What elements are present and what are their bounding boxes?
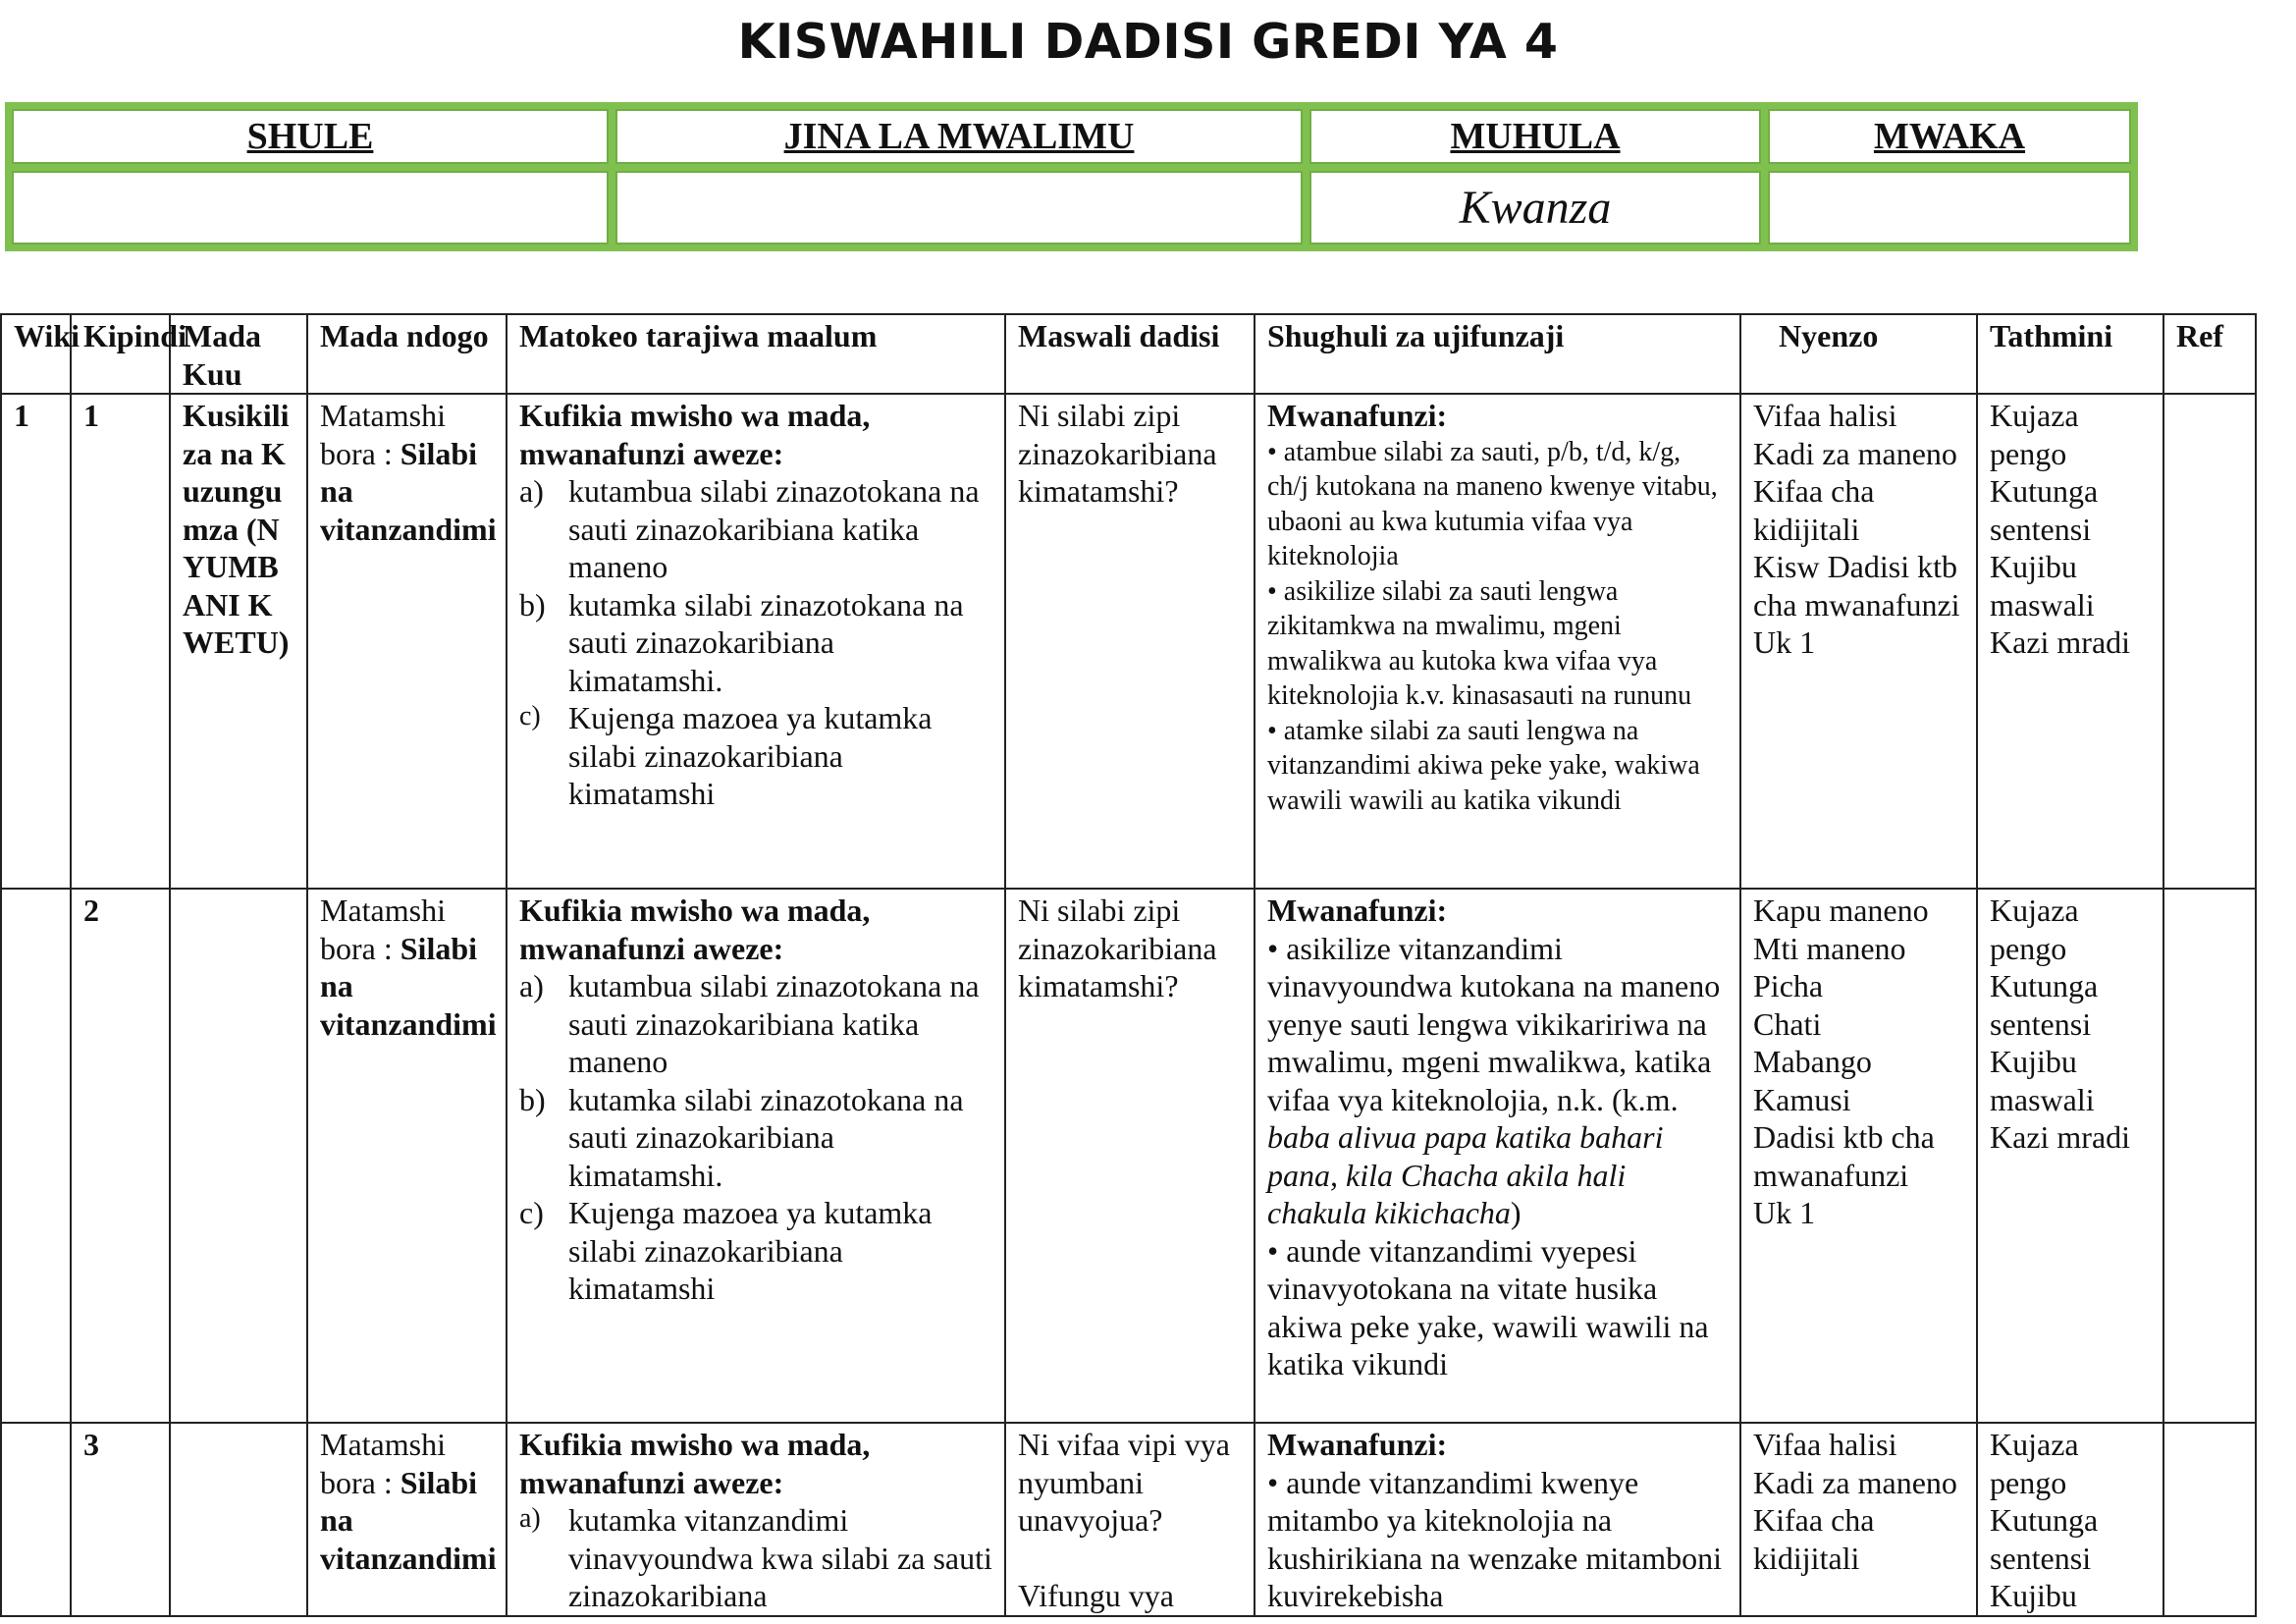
mada-kuu-text: Kusikiliza na Kuzungumza (NYUMBANI KWETU): [183, 398, 290, 660]
nyenzo-item: Kadi za maneno: [1753, 435, 1957, 471]
list-text: kutamka vitanzandimi vinavyoundwa kwa silabi za sauti zinazokaribiana: [568, 1502, 992, 1613]
list-text: Kujenga mazoea ya kutamka silabi zinazokaribiana kimatamshi: [568, 700, 933, 811]
scheme-of-work-table: [0, 313, 2257, 1617]
school-info-table: [5, 102, 2138, 251]
list-marker: c): [519, 1195, 544, 1230]
list-marker: b): [519, 586, 546, 623]
cell-maswali: Ni silabi zipi zinazokaribiana kimatamshi?: [1005, 889, 1255, 1423]
header-muhula: MUHULA: [1309, 109, 1761, 164]
cell-maswali: Ni silabi zipi zinazokaribiana kimatamshi?: [1005, 394, 1255, 889]
table-row: [1, 889, 2256, 1423]
nyenzo-item: Kifaa cha kidijitali: [1753, 473, 1875, 547]
table-row: [1, 394, 2256, 889]
matokeo-list: [519, 967, 992, 1308]
cell-ref: [2163, 889, 2256, 1423]
shughuli-item: • aunde vitanzandimi kwenye mitambo ya kiteknolojia na kushirikiana na wenzake mitamboni kuvirekebisha: [1267, 1464, 1722, 1613]
col-header-mada-kuu: Mada Kuu: [170, 314, 307, 394]
col-header-kipindi: Kipindi: [71, 314, 170, 394]
nyenzo-item: Kisw Dadisi ktb cha mwanafunzi: [1753, 549, 1960, 623]
tathmini-item: Kujibu: [1990, 1578, 2077, 1613]
tathmini-item: Kujaza pengo: [1990, 893, 2079, 966]
list-text: kutambua silabi zinazotokana na sauti zinazokaribiana katika maneno: [568, 968, 980, 1079]
shughuli-item: • asikilize silabi za sauti lengwa zikitamkwa na mwalimu, mgeni mwalikwa au kutoka kwa vifaa vya kiteknolojia k.v. kinasasauti na rununu: [1267, 575, 1692, 711]
nyenzo-item: Chati: [1753, 1005, 1822, 1042]
nyenzo-item: Mabango: [1753, 1044, 1872, 1079]
mada-ndogo-prefix: Matamshi bora :: [320, 1427, 446, 1500]
list-text: kutamka silabi zinazotokana na sauti zinazokaribiana kimatamshi.: [568, 586, 964, 698]
mada-ndogo-topic: Silabi na vitanzandimi: [320, 930, 497, 1042]
list-item: [519, 1194, 992, 1308]
cell-ref: [2163, 394, 2256, 889]
maswali-text: Vifungu vya: [1018, 1577, 1174, 1613]
cell-shughuli: [1255, 889, 1740, 1423]
shughuli-text-end: ): [1510, 1195, 1522, 1230]
cell-wiki: 1: [1, 394, 71, 889]
header-mwaka: MWAKA: [1768, 109, 2131, 164]
tathmini-item: Kujibu maswali: [1990, 549, 2095, 623]
list-text: kutambua silabi zinazotokana na sauti zinazokaribiana katika maneno: [568, 473, 980, 584]
matokeo-intro: Kufikia mwisho wa mada, mwanafunzi aweze:: [519, 1427, 871, 1500]
col-header-maswali: Maswali dadisi: [1005, 314, 1255, 394]
tathmini-item: Kutunga sentensi: [1990, 473, 2099, 547]
col-header-tathmini: Tathmini: [1977, 314, 2163, 394]
nyenzo-item: Mti maneno: [1753, 930, 1906, 966]
list-item: [519, 1081, 992, 1195]
mada-ndogo-topic: Silabi na vitanzandimi: [320, 435, 497, 547]
cell-shughuli: [1255, 1423, 1740, 1616]
shughuli-head: Mwanafunzi:: [1267, 398, 1448, 433]
value-muhula[interactable]: Kwanza: [1309, 171, 1761, 244]
shughuli-item: • aunde vitanzandimi vyepesi vinavyotokana na vitate husika akiwa peke yake, wawili wawili na katika vikundi: [1267, 1232, 1709, 1381]
matokeo-list: [519, 472, 992, 813]
cell-tathmini: [1977, 394, 2163, 889]
cell-mada-ndogo: [307, 1423, 507, 1616]
table-row: [1, 1423, 2256, 1616]
shughuli-head: Mwanafunzi:: [1267, 1427, 1448, 1462]
nyenzo-item: Kifaa cha kidijitali: [1753, 1502, 1875, 1576]
nyenzo-item: Vifaa halisi: [1753, 1427, 1897, 1462]
list-marker: c): [519, 701, 541, 731]
cell-nyenzo: [1740, 889, 1977, 1423]
cell-wiki: [1, 889, 71, 1423]
list-item: [519, 472, 992, 586]
shughuli-item: [1267, 930, 1728, 1232]
col-header-wiki: Wiki: [1, 314, 71, 394]
shughuli-text: • asikilize vitanzandimi vinavyoundwa kutokana na maneno yenye sauti lengwa vikikaririwa na mwalimu, mgeni mwalikwa, katika vifaa vya kiteknolojia, n.k. (k.m.: [1267, 930, 1721, 1117]
tathmini-item: Kutunga sentensi: [1990, 968, 2099, 1042]
cell-mada-ndogo: [307, 394, 507, 889]
list-item: [519, 1501, 992, 1615]
cell-tathmini: [1977, 889, 2163, 1423]
list-marker: b): [519, 1081, 546, 1117]
list-text: kutamka silabi zinazotokana na sauti zinazokaribiana kimatamshi.: [568, 1081, 964, 1193]
spacer: [1018, 1540, 1242, 1577]
cell-mada-kuu: [170, 889, 307, 1423]
shughuli-item: • atamke silabi za sauti lengwa na vitanzandimi akiwa peke yake, wakiwa wawili wawili au katika vikundi: [1267, 715, 1700, 816]
tathmini-item: Kazi mradi: [1990, 1119, 2131, 1155]
cell-mada-ndogo: [307, 889, 507, 1423]
nyenzo-item: Dadisi ktb cha mwanafunzi: [1753, 1119, 1935, 1193]
matokeo-intro: Kufikia mwisho wa mada, mwanafunzi aweze:: [519, 398, 871, 471]
list-item: [519, 586, 992, 700]
nyenzo-item: Vifaa halisi: [1753, 398, 1897, 433]
document-title: KISWAHILI DADISI GREDI YA 4: [737, 14, 1559, 70]
maswali-text: Ni vifaa vipi vya nyumbani unavyojua?: [1018, 1427, 1230, 1538]
mada-ndogo-prefix: Matamshi bora :: [320, 398, 446, 471]
list-marker: a): [519, 473, 544, 509]
cell-nyenzo: [1740, 1423, 1977, 1616]
list-marker: a): [519, 1503, 541, 1534]
list-marker: a): [519, 968, 544, 1003]
nyenzo-item: Uk 1: [1753, 1195, 1816, 1230]
cell-ref: [2163, 1423, 2256, 1616]
tathmini-item: Kutunga sentensi: [1990, 1502, 2099, 1576]
cell-nyenzo: [1740, 394, 1977, 889]
matokeo-intro: Kufikia mwisho wa mada, mwanafunzi aweze:: [519, 893, 871, 966]
cell-mada-kuu: [170, 394, 307, 889]
cell-wiki: [1, 1423, 71, 1616]
table-header-row: [1, 314, 2256, 394]
value-mwaka[interactable]: [1768, 171, 2131, 244]
cell-kipindi: 3: [71, 1423, 170, 1616]
header-jina-la-mwalimu: JINA LA MWALIMU: [615, 109, 1303, 164]
col-header-matokeo: Matokeo tarajiwa maalum: [507, 314, 1005, 394]
col-header-nyenzo: Nyenzo: [1740, 314, 1977, 394]
mada-ndogo-prefix: Matamshi bora :: [320, 893, 446, 966]
shughuli-head: Mwanafunzi:: [1267, 893, 1448, 928]
tathmini-item: Kujaza pengo: [1990, 1427, 2079, 1500]
cell-maswali: [1005, 1423, 1255, 1616]
cell-matokeo: [507, 889, 1005, 1423]
list-text: Kujenga mazoea ya kutamka silabi zinazokaribiana kimatamshi: [568, 1195, 933, 1306]
list-item: [519, 967, 992, 1081]
nyenzo-item: Kadi za maneno: [1753, 1464, 1957, 1500]
nyenzo-item: Kapu maneno: [1753, 893, 1929, 928]
value-jina-la-mwalimu[interactable]: [615, 171, 1303, 244]
cell-shughuli: [1255, 394, 1740, 889]
col-header-ref: Ref: [2163, 314, 2256, 394]
cell-matokeo: [507, 394, 1005, 889]
value-shule[interactable]: [12, 171, 609, 244]
mada-ndogo-topic: Silabi na vitanzandimi: [320, 1464, 497, 1576]
tathmini-item: Kujibu maswali: [1990, 1044, 2095, 1117]
cell-kipindi: 1: [71, 394, 170, 889]
cell-kipindi: 2: [71, 889, 170, 1423]
shughuli-item: • atambue silabi za sauti, p/b, t/d, k/g, ch/j kutokana na maneno kwenye vitabu, ubaoni au kwa kutumia vifaa vya kiteknolojia: [1267, 436, 1718, 571]
col-header-mada-ndogo: Mada ndogo: [307, 314, 507, 394]
cell-tathmini: [1977, 1423, 2163, 1616]
nyenzo-item: Kamusi: [1753, 1081, 1851, 1117]
cell-matokeo: [507, 1423, 1005, 1616]
header-shule: SHULE: [12, 109, 609, 164]
nyenzo-item: Picha: [1753, 968, 1824, 1003]
tathmini-item: Kazi mradi: [1990, 624, 2131, 660]
nyenzo-item: Uk 1: [1753, 624, 1816, 660]
tathmini-item: Kujaza pengo: [1990, 398, 2079, 471]
cell-mada-kuu: [170, 1423, 307, 1616]
shughuli-example: baba alivua papa katika bahari pana, kila Chacha akila hali chakula kikichacha: [1267, 1119, 1664, 1230]
col-header-shughuli: Shughuli za ujifunzaji: [1255, 314, 1740, 394]
list-item: [519, 699, 992, 813]
matokeo-list: [519, 1501, 992, 1615]
